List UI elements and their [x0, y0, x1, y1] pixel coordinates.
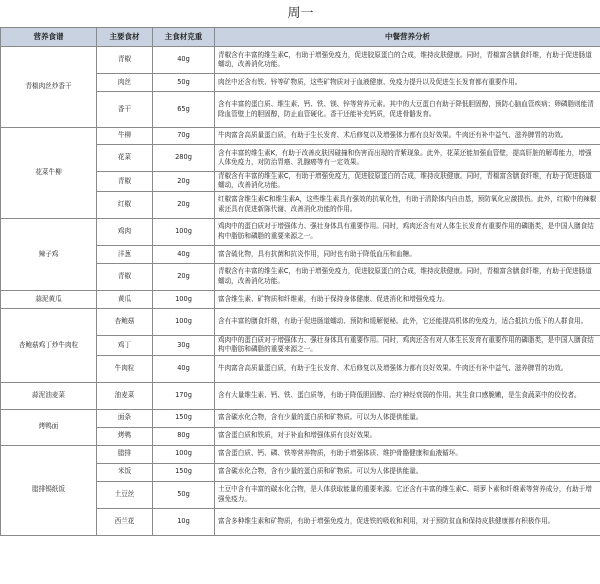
- weight-cell: 50g: [153, 74, 215, 92]
- analysis-cell: 鸡肉中的蛋白质对于增强体力、强壮身体具有重要作用。同时，鸡肉还含有对人体生长发育有重要作用的磷脂类，是中国人膳食结构中脂肪和磷脂的重要来源之一。: [215, 335, 600, 355]
- weight-cell: 150g: [153, 463, 215, 481]
- weight-cell: 100g: [153, 445, 215, 463]
- header-weight: 主食材克重: [153, 28, 215, 47]
- analysis-cell: 牛肉富含高质量蛋白质，有助于生长发育、术后修复以及增强体力都有良好效果。牛肉还有补中益气、滋养脾胃的功效。: [215, 128, 600, 145]
- weight-cell: 20g: [153, 172, 215, 192]
- analysis-cell: 青椒含有丰富的维生素C，有助于增强免疫力，促进胶原蛋白的合成，维持皮肤健康。同时，青椒富含膳食纤维，有助于促进肠道蠕动，改善消化功能。: [215, 263, 600, 290]
- ingredient-cell: 青椒: [97, 263, 153, 290]
- analysis-cell: 富含碳水化合物，含有少量的蛋白质和矿物质。可以为人体提供能量。: [215, 463, 600, 481]
- ingredient-cell: 洋葱: [97, 245, 153, 263]
- analysis-cell: 肉丝中还含有铁、锌等矿物质，这些矿物质对于血液健康、免疫力提升以及促进生长发育都有重要作用。: [215, 74, 600, 92]
- analysis-cell: 青椒含有丰富的维生素C，有助于增强免疫力，促进胶原蛋白的合成，维持皮肤健康。同时，青椒富含膳食纤维，有助于促进肠道蠕动，改善消化功能。: [215, 47, 600, 74]
- weight-cell: 20g: [153, 263, 215, 290]
- analysis-cell: 含有丰富的膳食纤维，有助于促进肠道蠕动、预防和缓解便秘。此外，它还能提高机体的免疫力，适合抵抗力低下的人群食用。: [215, 308, 600, 335]
- ingredient-cell: 面条: [97, 409, 153, 427]
- ingredient-cell: 牛肉粒: [97, 355, 153, 382]
- dish-name: 烤鸭面: [1, 409, 97, 445]
- dish-name: 辣子鸡: [1, 218, 97, 290]
- analysis-cell: 富含硫化物，具有抗菌和抗炎作用，同时也有助于降低血压和血糖。: [215, 245, 600, 263]
- ingredient-cell: 鸡丁: [97, 335, 153, 355]
- ingredient-cell: 牛柳: [97, 128, 153, 145]
- dish-name: 蒜泥黄瓜: [1, 290, 97, 308]
- analysis-cell: 富含碳水化合物，含有少量的蛋白质和矿物质。可以为人体提供能量。: [215, 409, 600, 427]
- weight-cell: 80g: [153, 427, 215, 445]
- weight-cell: 170g: [153, 382, 215, 409]
- dish-name: 杏鲍菇鸡丁炒牛肉粒: [1, 308, 97, 382]
- weight-cell: 100g: [153, 308, 215, 335]
- dish-name: 花菜牛柳: [1, 128, 97, 219]
- ingredient-cell: 杏鲍菇: [97, 308, 153, 335]
- weight-cell: 30g: [153, 335, 215, 355]
- ingredient-cell: 烤鸭: [97, 427, 153, 445]
- ingredient-cell: 黄瓜: [97, 290, 153, 308]
- ingredient-cell: 腊排: [97, 445, 153, 463]
- analysis-cell: 富含蛋白质、钙、磷、铁等营养物质，有助于增强体质、维护骨骼健康和血液循环。: [215, 445, 600, 463]
- ingredient-cell: 鸡肉: [97, 218, 153, 245]
- ingredient-cell: 花菜: [97, 145, 153, 172]
- weight-cell: 100g: [153, 290, 215, 308]
- weight-cell: 50g: [153, 481, 215, 508]
- analysis-cell: 含有大量维生素、钙、铁、蛋白质等，有助于降低胆固醇、治疗神经衰弱的作用。其生食口感脆嫩，是生食蔬菜中的佼佼者。: [215, 382, 600, 409]
- header-analysis: 中餐营养分析: [215, 28, 600, 47]
- table-row: [1, 382, 600, 409]
- ingredient-cell: 油麦菜: [97, 382, 153, 409]
- header-dish: 营养食谱: [1, 28, 97, 47]
- weight-cell: 100g: [153, 218, 215, 245]
- ingredient-cell: 青椒: [97, 172, 153, 192]
- analysis-cell: 含有丰富的维生素K，有助于改善皮肤因碰撞和伤害而出现的青紫现象。此外，花菜还能加强血管壁，提高肝脏的解毒能力，增强人体免疫力，对防治胃癌、乳腺癌等有一定效果。: [215, 145, 600, 172]
- analysis-cell: 牛肉富含高质量蛋白质，有助于生长发育、术后修复以及增强体力都有良好效果。牛肉还有补中益气、滋养脾胃的功效。: [215, 355, 600, 382]
- analysis-cell: 红椒富含维生素C和维生素A，这些维生素具有强效的抗氧化性，有助于清除体内自由基，预防氧化应激损伤。此外，红椒中的辣椒素还具有促进新陈代谢、改善消化功能的作用。: [215, 191, 600, 218]
- table-row: [1, 128, 600, 145]
- table-body: [1, 47, 600, 536]
- table-row: [1, 47, 600, 74]
- ingredient-cell: 米饭: [97, 463, 153, 481]
- weight-cell: 280g: [153, 145, 215, 172]
- ingredient-cell: 西兰花: [97, 508, 153, 535]
- dish-name: 青椒肉丝炒香干: [1, 47, 97, 128]
- analysis-cell: 鸡肉中的蛋白质对于增强体力、强壮身体具有重要作用。同时，鸡肉还含有对人体生长发育有重要作用的磷脂类，是中国人膳食结构中脂肪和磷脂的重要来源之一。: [215, 218, 600, 245]
- weight-cell: 40g: [153, 355, 215, 382]
- ingredient-cell: 青椒: [97, 47, 153, 74]
- table-row: [1, 290, 600, 308]
- analysis-cell: 青椒含有丰富的维生素C，有助于增强免疫力，促进胶原蛋白的合成，维持皮肤健康。同时，青椒富含膳食纤维，有助于促进肠道蠕动，改善消化功能。: [215, 172, 600, 192]
- ingredient-cell: 香干: [97, 92, 153, 128]
- analysis-cell: 富含多种维生素和矿物质，有助于增强免疫力，促进铁的吸收和利用，对于预防贫血和保持皮肤健康都有积极作用。: [215, 508, 600, 535]
- weight-cell: 150g: [153, 409, 215, 427]
- table-row: [1, 218, 600, 245]
- weight-cell: 10g: [153, 508, 215, 535]
- ingredient-cell: 土豆丝: [97, 481, 153, 508]
- weight-cell: 20g: [153, 191, 215, 218]
- table-header-row: [1, 28, 600, 47]
- dish-name: 蒜泥油麦菜: [1, 382, 97, 409]
- header-ingredient: 主要食材: [97, 28, 153, 47]
- analysis-cell: 土豆中含有丰富的碳水化合物，是人体获取能量的重要来源。它还含有丰富的维生素C、胡萝卜素和纤维素等营养成分，有助于增强免疫力。: [215, 481, 600, 508]
- dish-name: 腊排锡纸饭: [1, 445, 97, 535]
- ingredient-cell: 红椒: [97, 191, 153, 218]
- analysis-cell: 富含蛋白质和铁质，对于补血和增强体质有良好效果。: [215, 427, 600, 445]
- analysis-cell: 富含维生素、矿物质和纤维素，有助于保持身体健康、促进消化和增强免疫力。: [215, 290, 600, 308]
- table-row: [1, 308, 600, 335]
- weight-cell: 40g: [153, 245, 215, 263]
- ingredient-cell: 肉丝: [97, 74, 153, 92]
- page-title: 周一: [1, 0, 600, 28]
- table-row: [1, 445, 600, 463]
- analysis-cell: 含有丰富的蛋白质、维生素、钙、铁、镁、锌等营养元素。其中的大豆蛋白有助于降低胆固醇，预防心脑血管疾病；卵磷脂则能清除血管壁上的胆固醇，防止血管硬化。香干还能补充钙质，促进骨骼发育。: [215, 92, 600, 128]
- weight-cell: 70g: [153, 128, 215, 145]
- table-row: [1, 409, 600, 427]
- weight-cell: 40g: [153, 47, 215, 74]
- weight-cell: 65g: [153, 92, 215, 128]
